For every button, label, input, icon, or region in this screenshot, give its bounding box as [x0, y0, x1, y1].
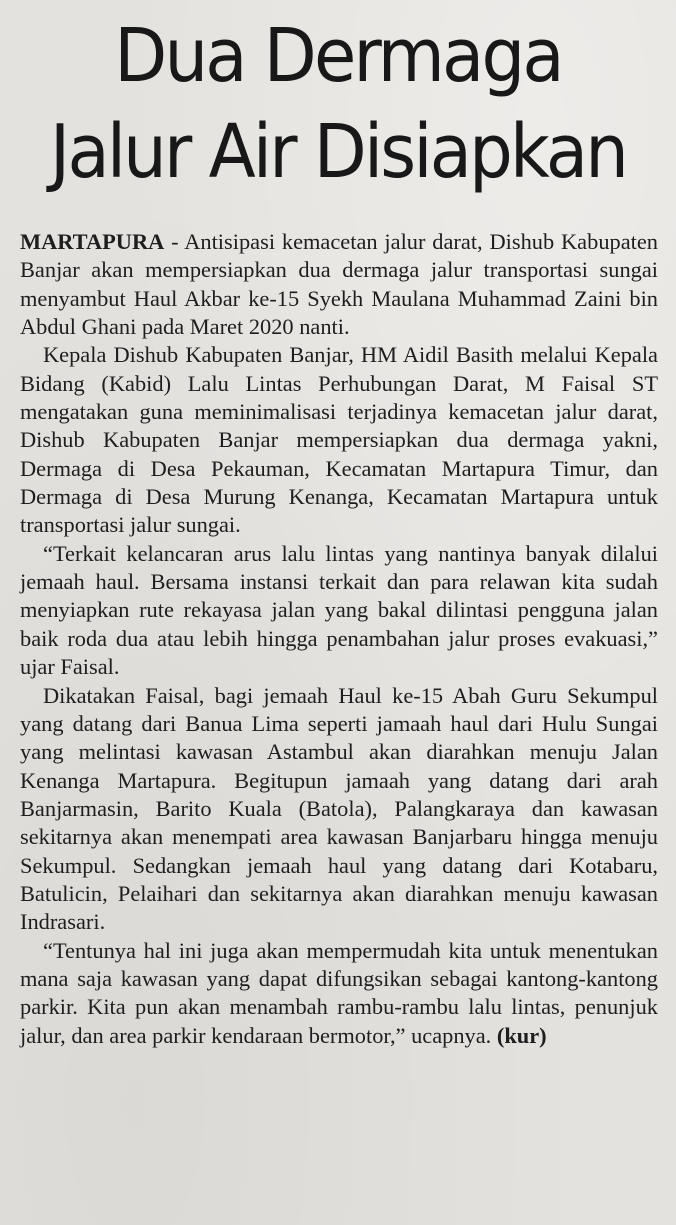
- paragraph-4: Dikatakan Faisal, bagi jemaah Haul ke-15 Abah Guru Sekumpul yang datang dari Banua Lima seperti jamaah haul dari Hulu Sungai yang melintasi kawasan Astambul akan diarahkan menuju Jalan Kenanga Martapura. Begitupun jamaah yang datang dari arah Banjarmasin, Barito Kuala (Batola), Palangkaraya dan kawasan sekitarnya akan menempati area kawasan Banjarbaru hingga menuju Sekumpul. Sedangkan jemaah haul yang datang dari Kotabaru, Batulicin, Pelaihari dan sekitarnya akan diarahkan menuju kawasan Indrasari.: [20, 682, 658, 935]
- paragraph-5-text: “Tentunya hal ini juga akan mempermudah kita untuk menentukan mana saja kawasan yang dapat difungsikan sebagai kantong-kantong parkir. Kita pun akan menambah rambu-rambu lalu lintas, penunjuk jalur, dan area parkir kendaraan bermotor,” ucapnya.: [20, 937, 658, 1048]
- dateline: MARTAPURA: [20, 229, 165, 254]
- headline: [24, 8, 653, 200]
- paragraph-5: [20, 937, 658, 1050]
- paragraph-1-text: - Antisipasi kemacetan jalur darat, Dishub Kabupaten Banjar akan mempersiapkan dua dermaga jalur transportasi sungai menyambut Haul Akbar ke-15 Syekh Maulana Muhammad Zaini bin Abdul Ghani pada Maret 2020 nanti.: [20, 229, 658, 340]
- headline-line-1: Dua Dermaga: [114, 13, 562, 99]
- paragraph-1: [20, 228, 658, 341]
- paragraph-3: “Terkait kelancaran arus lalu lintas yang nantinya banyak dilalui jemaah haul. Bersama instansi terkait dan para relawan kita sudah menyiapkan rute rekayasa jalan yang bakal dilintasi pengguna jalan baik roda dua atau lebih hingga penambahan jalur proses evakuasi,” ujar Faisal.: [20, 540, 658, 680]
- paragraph-2: Kepala Dishub Kabupaten Banjar, HM Aidil Basith melalui Kepala Bidang (Kabid) Lalu Lintas Perhubungan Darat, M Faisal ST mengatakan guna meminimalisasi terjadinya kemacetan jalur darat, Dishub Kabupaten Banjar mempersiapkan dua dermaga yakni, Dermaga di Desa Pekauman, Kecamatan Martapura Timur, dan Dermaga di Desa Murung Kenanga, Kecamatan Martapura untuk transportasi jalur sungai.: [20, 342, 658, 538]
- author-signoff: (kur): [496, 1022, 547, 1048]
- headline-line-2: Jalur Air Disiapkan: [49, 109, 627, 195]
- article-body: [20, 228, 658, 1050]
